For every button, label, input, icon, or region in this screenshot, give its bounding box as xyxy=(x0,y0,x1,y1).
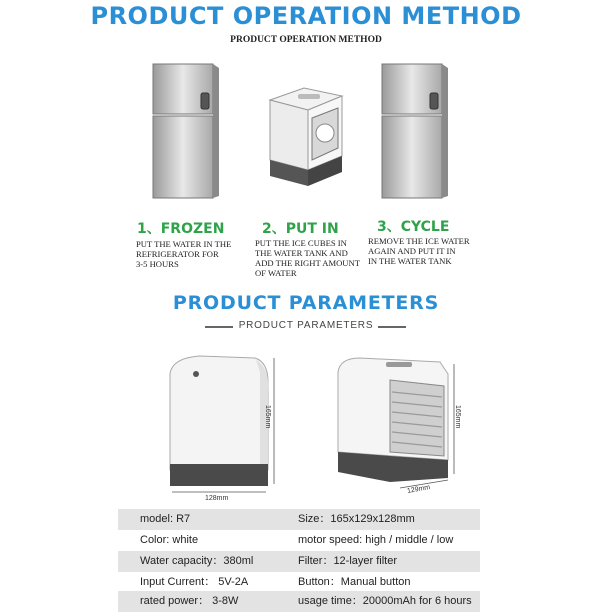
product-front-view-image xyxy=(330,352,460,502)
step-desc-line: PUT THE ICE CUBES IN xyxy=(255,238,347,248)
dimension-label-height-front: 165mm xyxy=(454,405,461,429)
step-desc-line: OF WATER xyxy=(255,268,297,278)
spec-row xyxy=(118,591,480,612)
divider xyxy=(378,326,406,328)
dimension-label-width: 128mm xyxy=(205,495,229,502)
spec-button: Button：Manual button xyxy=(298,576,411,588)
step-title-cycle: 3、CYCLE xyxy=(377,219,450,235)
spec-row xyxy=(118,572,480,593)
spec-model: model: R7 xyxy=(140,513,191,525)
step-desc-line: AGAIN AND PUT IT IN xyxy=(368,246,456,256)
step-desc-line: ADD THE RIGHT AMOUNT xyxy=(255,258,360,268)
step-desc-put-in xyxy=(255,238,360,278)
spec-rated-power: rated power： 3-8W xyxy=(140,595,239,607)
dimension-label-height: 165mm xyxy=(264,405,271,429)
refrigerator-image-1 xyxy=(152,63,220,200)
page-title: PRODUCT OPERATION METHOD xyxy=(90,2,522,30)
step-desc-line: PUT THE WATER IN THE xyxy=(136,239,232,249)
spec-usage-time: usage time：20000mAh for 6 hours xyxy=(298,595,472,607)
spec-row xyxy=(118,509,480,530)
step-desc-line: REFRIGERATOR FOR xyxy=(136,249,219,259)
step-desc-line: IN THE WATER TANK xyxy=(368,256,452,266)
step-title-frozen: 1、FROZEN xyxy=(137,221,225,237)
step-desc-line: REMOVE THE ICE WATER xyxy=(368,236,470,246)
refrigerator-image-2 xyxy=(381,63,449,200)
step-desc-frozen xyxy=(136,239,231,269)
dimension-label-depth: 129mm xyxy=(406,484,431,495)
parameters-subtitle: PRODUCT PARAMETERS xyxy=(238,320,374,331)
page-subtitle: PRODUCT OPERATION METHOD xyxy=(230,35,382,45)
spec-filter: Filter：12-layer filter xyxy=(298,555,398,567)
step-title-put-in: 2、PUT IN xyxy=(262,221,339,237)
spec-size: Size：165x129x128mm xyxy=(298,513,415,525)
parameters-title: PRODUCT PARAMETERS xyxy=(172,292,440,314)
spec-row xyxy=(118,551,480,572)
step-desc-line: 3-5 HOURS xyxy=(136,259,179,269)
spec-input-current: Input Current： 5V-2A xyxy=(140,576,249,588)
step-desc-line: THE WATER TANK AND xyxy=(255,248,348,258)
air-cooler-image xyxy=(264,86,346,192)
spec-row xyxy=(118,530,480,551)
spec-motor-speed: motor speed: high / middle / low xyxy=(298,534,454,546)
step-desc-cycle xyxy=(368,236,470,266)
spec-water-capacity: Water capacity：380ml xyxy=(140,555,254,567)
spec-color: Color: white xyxy=(140,534,199,546)
